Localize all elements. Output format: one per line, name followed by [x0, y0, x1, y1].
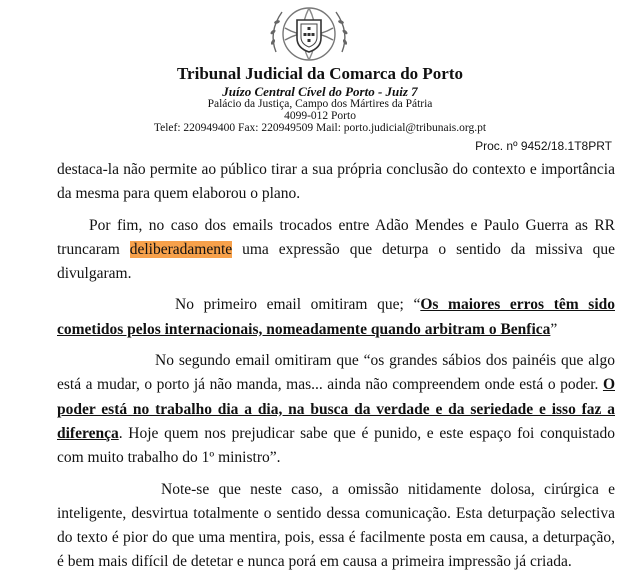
court-address: Palácio da Justiça, Campo dos Mártires da Pátria	[207, 98, 433, 110]
highlighted-word: deliberadamente	[129, 240, 233, 258]
paragraph-2-text-end: uma expressão que deturpa o sentido da missiva que divulgaram.	[57, 240, 615, 283]
document-body	[57, 158, 615, 575]
bold-underlined-quote: Os maiores erros têm sido cometidos pelos internacionais, nomeadamente quando arbitram o Benfica	[57, 296, 615, 338]
court-name: Tribunal Judicial da Comarca do Porto	[176, 64, 464, 83]
paragraph-3-text-start: No primeiro email omitiram que; “	[175, 296, 421, 314]
paragraph-2	[57, 214, 615, 287]
paragraph-2-text-start: Por fim, no caso dos emails trocados entre Adão Mendes e Paulo Guerra as RR truncaram	[57, 216, 615, 258]
paragraph-3	[57, 293, 615, 342]
court-contacts: Telef: 220949400 Fax: 220949509 Mail: porto.judicial@tribunais.org.pt	[153, 122, 487, 134]
paragraph-4	[57, 349, 615, 470]
court-section: Juízo Central Cível do Porto - Juiz 7	[222, 84, 418, 99]
paragraph-1: destaca-la não permite ao público tirar a sua própria conclusão do contexto e importância da mesma para quem elaborou o plano.	[57, 161, 615, 203]
paragraph-4-text-start: No segundo email omitiram que “os grandes sábios dos painéis que algo está a mudar, o porto já não manda, mas... ainda não compreendem onde está o poder.	[57, 352, 615, 394]
process-number: Proc. nº 9452/18.1T8PRT	[475, 139, 612, 153]
paragraph-5: Note-se que neste caso, a omissão nitidamente dolosa, cirúrgica e inteligente, desvirtua totalmente o sentido dessa comunicação. Esta deturpação selectiva do texto é pior do que uma mentira, pois, essa é facilmente posta em causa, a deturpação, é bem mais difícil de detetar e nunca porá em causa a primeira impressão já criada.	[57, 480, 615, 571]
bold-underlined-quote: O poder está no trabalho dia a dia, na busca da verdade e da seriedade e isso faz a diferença	[57, 376, 615, 442]
paragraph-4-text-end: . Hoje quem nos prejudicar sabe que é punido, e este espaço foi conquistado com muito trabalho do 1º ministro”.	[57, 424, 615, 467]
paragraph-3-text-end: ”	[550, 320, 558, 338]
portuguese-coat-of-arms-icon	[264, 2, 354, 64]
court-postal-code: 4099-012 Porto	[284, 110, 356, 122]
